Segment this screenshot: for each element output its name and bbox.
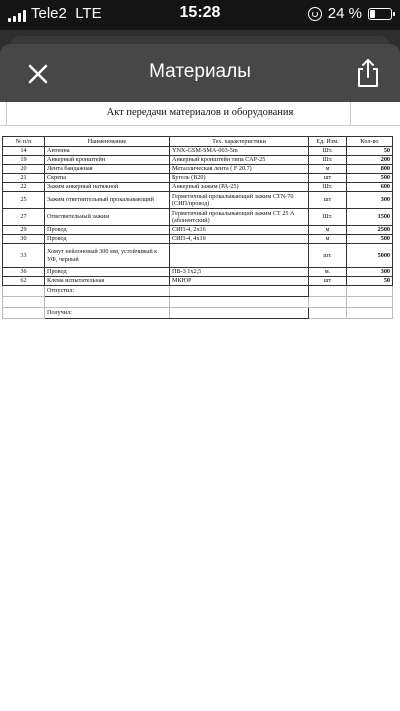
document-title: Акт передачи материалов и оборудования	[106, 107, 294, 118]
column-header: № п/п	[3, 137, 45, 147]
row-spec: Герметичный прокалывающий зажим СТN-70 (СИП/провод)	[170, 192, 309, 209]
released-signature-field	[170, 286, 309, 297]
table-row	[3, 235, 393, 244]
orientation-lock-icon	[308, 7, 322, 21]
released-signature-row	[3, 286, 393, 297]
row-unit: шт	[309, 174, 347, 183]
row-name: Клема испытательная	[45, 277, 170, 286]
row-quantity: 500	[347, 174, 393, 183]
row-number: 20	[3, 165, 45, 174]
share-icon	[354, 57, 382, 89]
status-right	[308, 5, 392, 22]
table-row	[3, 244, 393, 268]
column-header: Наименование	[45, 137, 170, 147]
row-number: 22	[3, 183, 45, 192]
row-quantity: 600	[347, 183, 393, 192]
table-row	[3, 192, 393, 209]
table-row	[3, 165, 393, 174]
row-spec: СИП-4, 4х16	[170, 235, 309, 244]
row-unit: шт	[309, 277, 347, 286]
table-row	[3, 268, 393, 277]
table-row	[3, 277, 393, 286]
row-spec: Анкерный зажим (РА-25)	[170, 183, 309, 192]
table-body	[3, 147, 393, 319]
row-number: 19	[3, 156, 45, 165]
table-row	[3, 209, 393, 226]
row-name: Зажим анкерный натяжной	[45, 183, 170, 192]
row-unit: Шт.	[309, 156, 347, 165]
table-header-row	[3, 137, 393, 147]
row-spec: МКЮР	[170, 277, 309, 286]
row-unit: шт	[309, 192, 347, 209]
row-quantity: 50	[347, 277, 393, 286]
network-type: LTE	[75, 5, 102, 22]
materials-table	[2, 136, 393, 319]
spacer-row	[3, 297, 393, 308]
row-number: 27	[3, 209, 45, 226]
released-label: Отпустил:	[45, 286, 170, 297]
page-title: Материалы	[149, 61, 251, 82]
row-name: Провод	[45, 226, 170, 235]
received-signature-field	[170, 308, 309, 319]
row-number: 36	[3, 268, 45, 277]
row-number: 25	[3, 192, 45, 209]
row-spec: Анкерный кронштейн типа САР-25	[170, 156, 309, 165]
row-quantity: 500	[347, 235, 393, 244]
row-unit: шт.	[309, 244, 347, 268]
column-header: Кол-во	[347, 137, 393, 147]
row-spec	[170, 244, 309, 268]
row-spec: Герметичный прокалывающий зажим СТ 25 А (абонентский)	[170, 209, 309, 226]
row-spec: YNX-GSM-SMA-003-5m	[170, 147, 309, 156]
status-time: 15:28	[179, 4, 221, 21]
row-unit: Шт.	[309, 209, 347, 226]
row-quantity: 1500	[347, 209, 393, 226]
received-label: Получил:	[45, 308, 170, 319]
row-quantity: 5000	[347, 244, 393, 268]
row-quantity: 2500	[347, 226, 393, 235]
carrier-name: Tele2	[31, 5, 67, 22]
table-row	[3, 147, 393, 156]
status-bar	[0, 0, 400, 30]
row-number: 29	[3, 226, 45, 235]
row-unit: Шт.	[309, 147, 347, 156]
row-unit: м	[309, 235, 347, 244]
row-number: 21	[3, 174, 45, 183]
row-name: Анкерный кронштейн	[45, 156, 170, 165]
row-name: Провод	[45, 268, 170, 277]
row-name: Скрепа	[45, 174, 170, 183]
row-name: Хомут нейлоновый 300 мм, устойчивый к УФ, черный	[45, 244, 170, 268]
row-spec: ПВ-3 1х2,5	[170, 268, 309, 277]
row-number: 62	[3, 277, 45, 286]
received-signature-row	[3, 308, 393, 319]
row-name: Зажим ответвительный прокалывающий	[45, 192, 170, 209]
row-name: Лента бандажная	[45, 165, 170, 174]
row-quantity: 800	[347, 165, 393, 174]
row-number: 14	[3, 147, 45, 156]
row-unit: Шт.	[309, 183, 347, 192]
row-unit: м.	[309, 268, 347, 277]
row-quantity: 200	[347, 156, 393, 165]
share-button[interactable]	[354, 57, 382, 89]
table-row	[3, 174, 393, 183]
row-quantity: 300	[347, 192, 393, 209]
row-name: Антенна	[45, 147, 170, 156]
row-spec: СИП-4, 2х16	[170, 226, 309, 235]
table-row	[3, 226, 393, 235]
battery-percent: 24 %	[327, 5, 362, 22]
table-row	[3, 156, 393, 165]
table-row	[3, 183, 393, 192]
row-name: Ответвительный зажим	[45, 209, 170, 226]
document-preview[interactable]	[0, 102, 400, 711]
row-name: Провод	[45, 235, 170, 244]
column-header: Ед. Изм.	[309, 137, 347, 147]
nav-bar	[0, 44, 400, 102]
column-header: Тех. характеристики	[170, 137, 309, 147]
row-quantity: 50	[347, 147, 393, 156]
document-header	[0, 102, 400, 126]
row-unit: м	[309, 165, 347, 174]
row-quantity: 300	[347, 268, 393, 277]
battery-icon	[368, 8, 392, 20]
row-spec: Металлическая лента ( F 20.7)	[170, 165, 309, 174]
row-unit: м	[309, 226, 347, 235]
row-spec: Бугель (В20)	[170, 174, 309, 183]
row-number: 33	[3, 244, 45, 268]
row-number: 30	[3, 235, 45, 244]
